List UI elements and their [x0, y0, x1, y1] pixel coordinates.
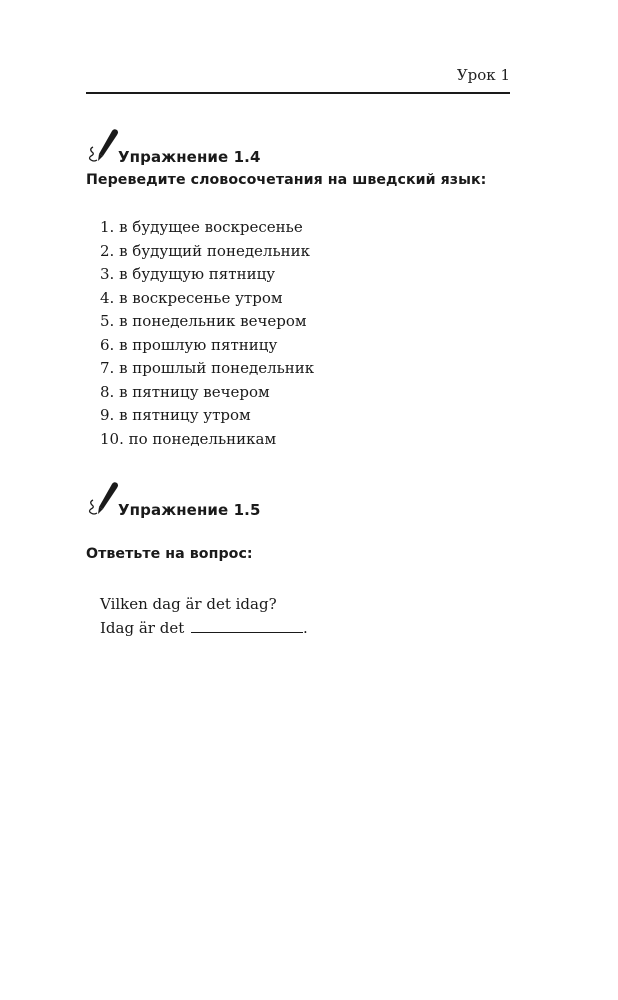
quill-pen-icon	[86, 127, 120, 165]
list-item: 4. в воскресенье утром	[100, 288, 283, 307]
exercise-1-4-heading	[86, 127, 261, 165]
list-item: 1. в будущее воскресенье	[100, 218, 303, 236]
answer-line	[100, 616, 308, 640]
list-item: 6. в прошлую пятницу	[100, 335, 278, 354]
list-item: 5. в понедельник вечером	[100, 312, 307, 330]
quill-pen-icon	[86, 480, 120, 518]
list-item: 7. в прошлый понедельник	[100, 359, 315, 377]
list-item: 8. в пятницу вечером	[100, 382, 270, 401]
exercise-instruction: Переведите словосочетания на шведский язык:	[86, 172, 487, 188]
list-item: 10. по понедельникам	[100, 429, 277, 448]
answer-block	[100, 592, 308, 640]
answer-prefix: Idag är det	[100, 619, 185, 637]
exercise-1-5-heading	[86, 480, 261, 518]
answer-suffix: .	[303, 619, 308, 637]
answer-blank[interactable]	[191, 618, 303, 633]
running-head: Урок 1	[456, 66, 510, 84]
header-rule	[86, 92, 510, 94]
exercise-title: Упражнение 1.4	[118, 148, 261, 166]
exercise-instruction: Ответьте на вопрос:	[86, 546, 253, 562]
list-item: 2. в будущий понедельник	[100, 241, 310, 260]
exercise-title: Упражнение 1.5	[118, 501, 261, 519]
question-text: Vilken dag är det idag?	[100, 595, 277, 613]
exercise-list	[100, 216, 314, 451]
list-item: 3. в будущую пятницу	[100, 265, 276, 283]
list-item: 9. в пятницу утром	[100, 406, 251, 424]
